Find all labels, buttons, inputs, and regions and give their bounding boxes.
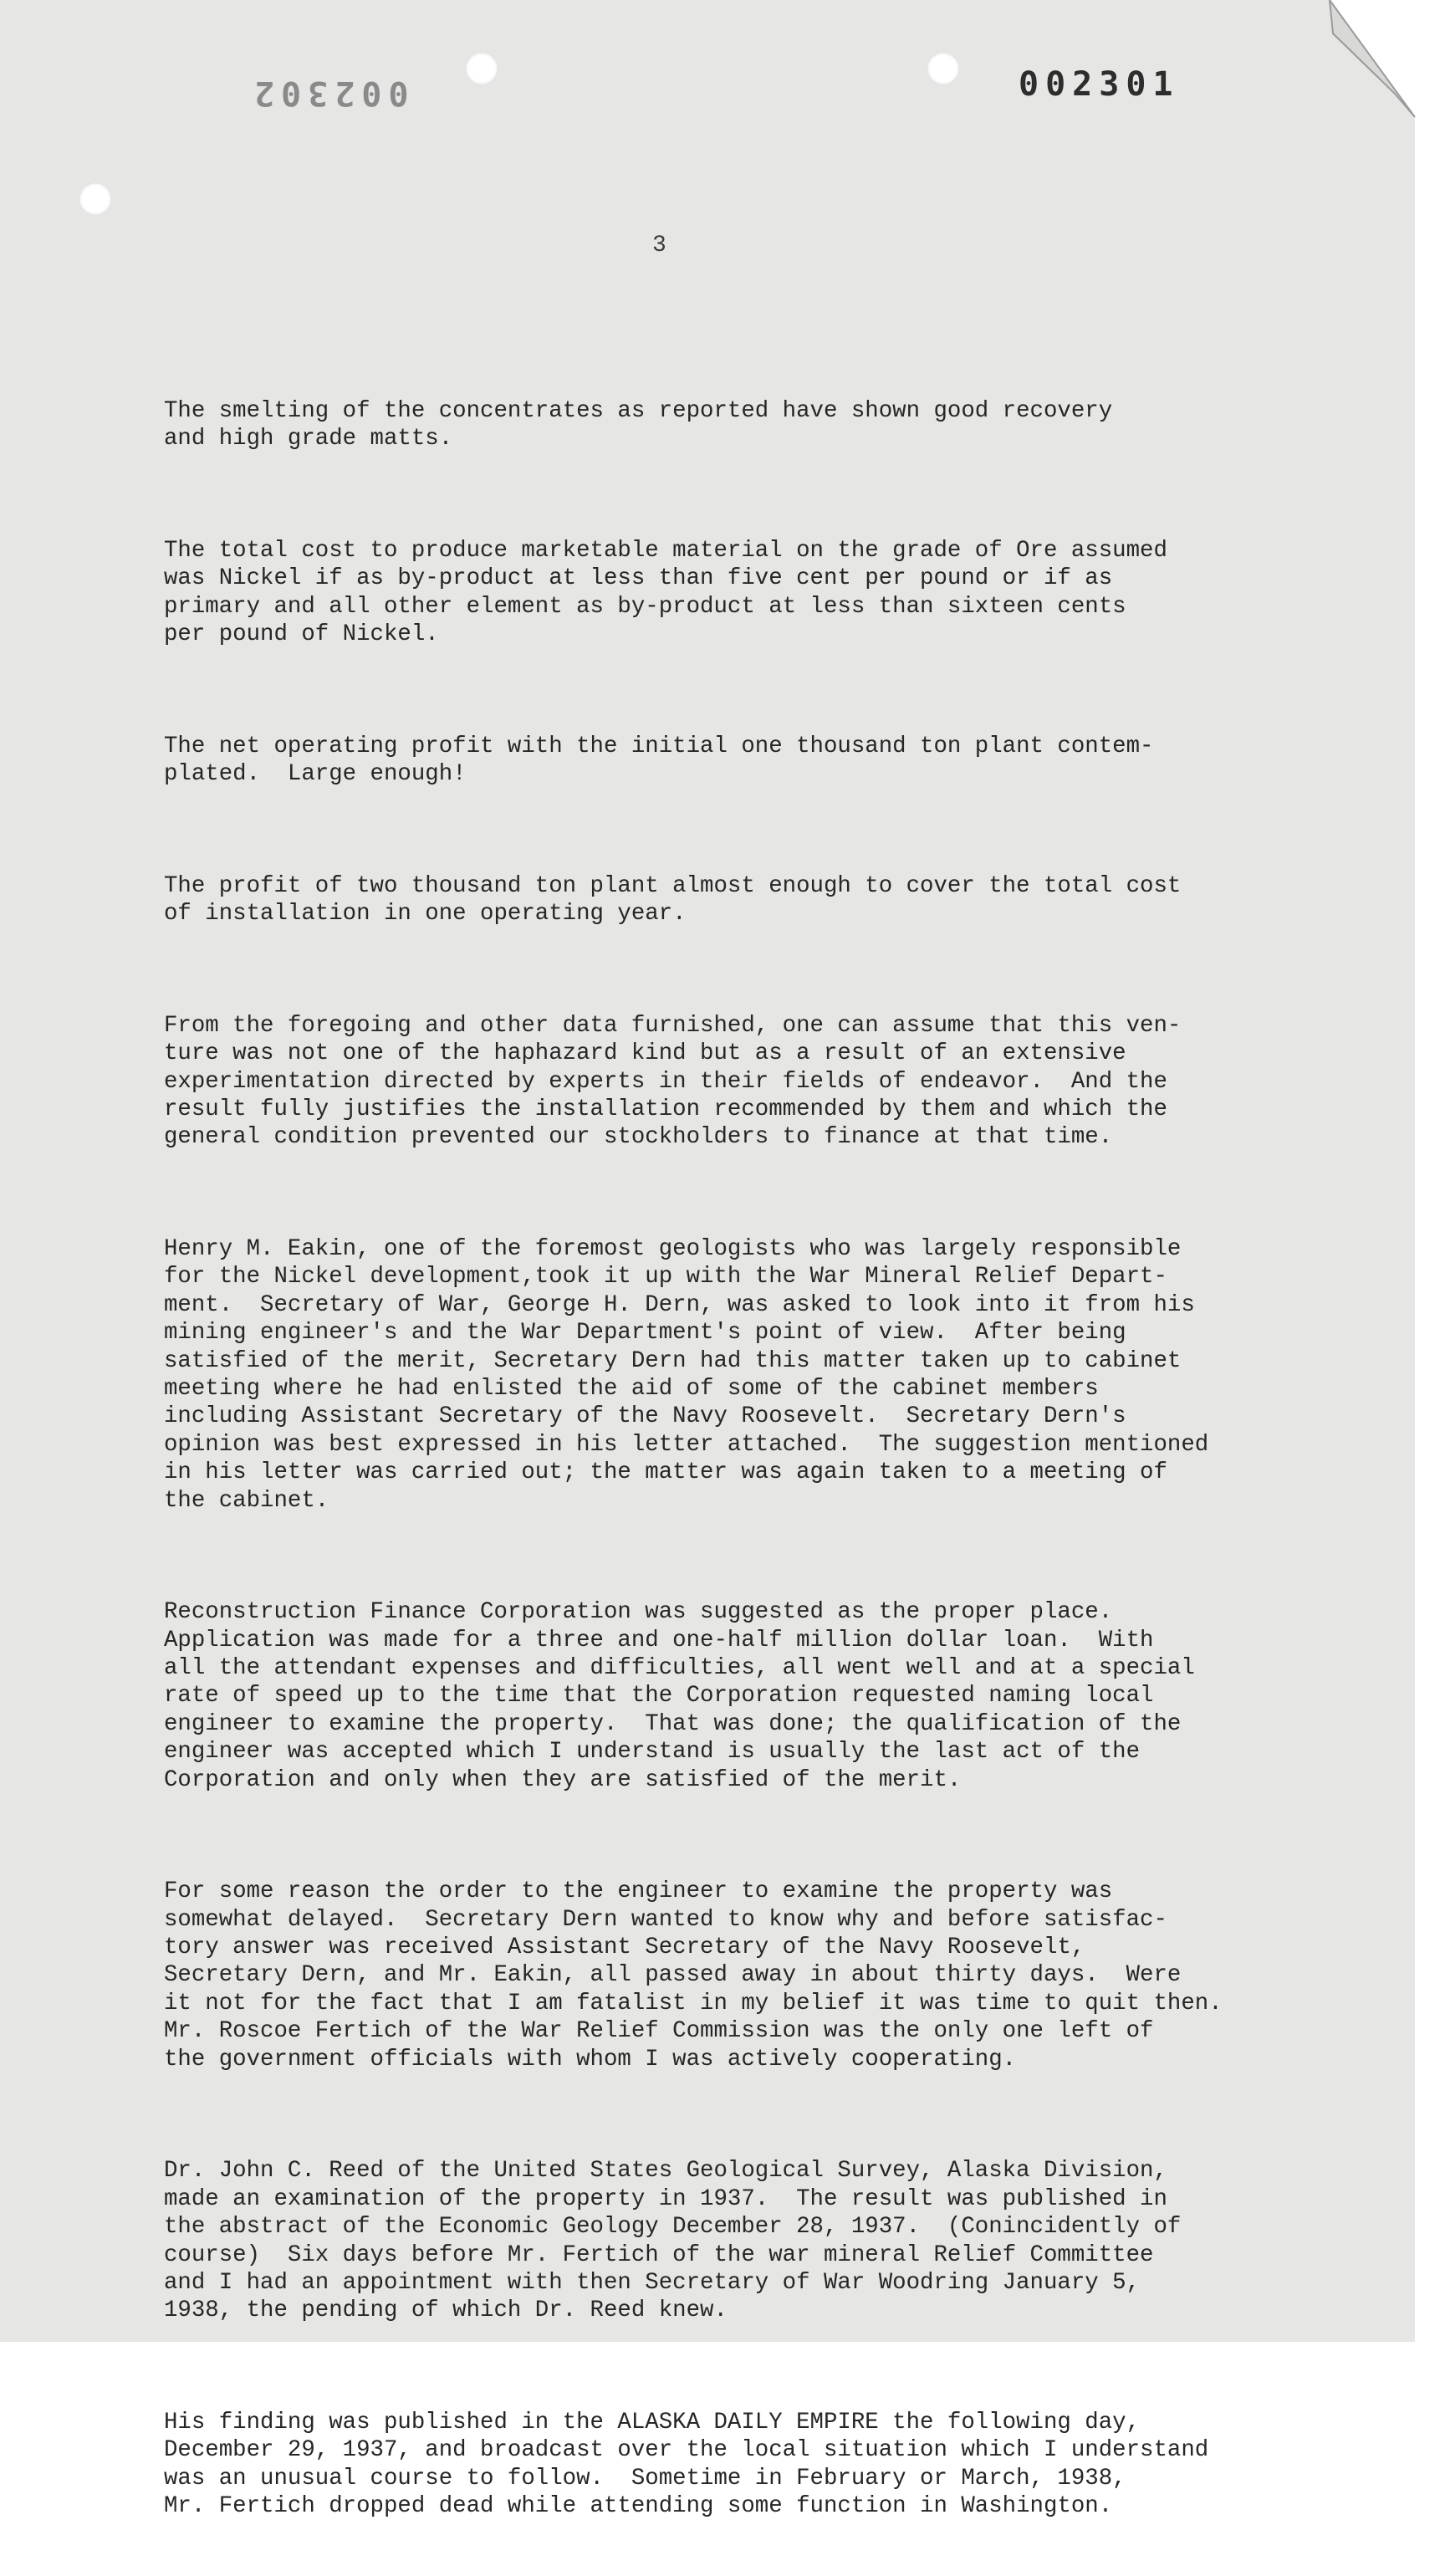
punch-hole-side — [79, 182, 112, 216]
paragraph-total-cost: The total cost to produce marketable material on the grade of Ore assumed was Nickel if as by-product at less than five cent per pound or if as primary and all other element as by-product at less than sixteen cents per pound of Nickel. — [164, 537, 1167, 648]
paragraph-reed-examination: Dr. John C. Reed of the United States Geological Survey, Alaska Division, made an examination of the property in 1937. The result was published in the abstract of the Economic Geology December 28, 1937. (Conincidently of course) Six days before Mr. Fertich of the war mineral Relief Committee and I had an appointment with then Secretary of War Woodring January 5, 1938, the pending of which Dr. Reed knew. — [164, 2158, 1182, 2324]
paragraph-eakin: Henry M. Eakin, one of the foremost geologists who was largely responsible for the Nickel development,took it up with the War Mineral Relief Depart- ment. Secretary of War, George H. Dern, was asked to look into it from his mining engineer's and the War Department's point of view. After being satisfied of the merit, Secretary Dern had this matter taken up to cabinet meeting where he had enlisted the aid of some of the cabinet members including Assistant Secretary of the Navy Roosevelt. Secretary Dern's opinion was best expressed in his letter attached. The suggestion mentioned in his letter was carried out; the matter was again taken to a meeting of the cabinet. — [164, 1235, 1209, 1514]
page-number: 3 — [652, 233, 666, 258]
paragraph-finding-published: His finding was published in the ALASKA DAILY EMPIRE the following day, December 29, 1937, and broadcast over the local situation which I understand was an unusual course to follow. Sometime in February or March, 1938, Mr. Fertich dropped dead while attending some function in Washington. — [164, 2409, 1209, 2520]
punch-hole-top-right — [927, 52, 960, 85]
letter-body — [164, 341, 1251, 2576]
bleed-through-stamp: 002302 — [248, 74, 409, 112]
paragraph-smelting: The smelting of the concentrates as reported have shown good recovery and high grade matts. — [164, 397, 1113, 452]
paragraph-delay: For some reason the order to the engineer to examine the property was somewhat delayed. Secretary Dern wanted to know why and before satisfac- tory answer was received Assistant Secretary of the Navy Roosevelt, Secretary Dern, and Mr. Eakin, all passed away in about thirty days. Were it not for the fact that I am fatalist in my belief it was time to quit then. Mr. Roscoe Fertich of the War Relief Commission was the only one left of the government officials with whom I was actively cooperating. — [164, 1878, 1223, 2073]
paragraph-reconstruction-finance: Reconstruction Finance Corporation was suggested as the proper place. Application was made for a three and one-half million dollar loan. With all the attendant expenses and difficulties, all went well and at a special rate of speed up to the time that the Corporation requested naming local engineer to examine the property. That was done; the qualification of the engineer was accepted which I understand is usually the last act of the Corporation and only when they are satisfied of the merit. — [164, 1599, 1195, 1793]
paragraph-net-profit: The net operating profit with the initial one thousand ton plant contem- plated. Large enough! — [164, 733, 1154, 788]
punch-hole-top-left — [465, 52, 498, 85]
folded-corner — [1328, 0, 1420, 125]
paragraph-foregoing-data: From the foregoing and other data furnished, one can assume that this ven- ture was not one of the haphazard kind but as a result of an extensive experimentation directed by experts in their fields of endeavor. And the result fully justifies the installation recommended by them and which the general condition prevented our stockholders to finance at that time. — [164, 1012, 1182, 1151]
paragraph-two-thousand-ton: The profit of two thousand ton plant almost enough to cover the total cost of installation in one operating year. — [164, 872, 1182, 928]
document-number-stamp: 002301 — [1019, 65, 1180, 104]
